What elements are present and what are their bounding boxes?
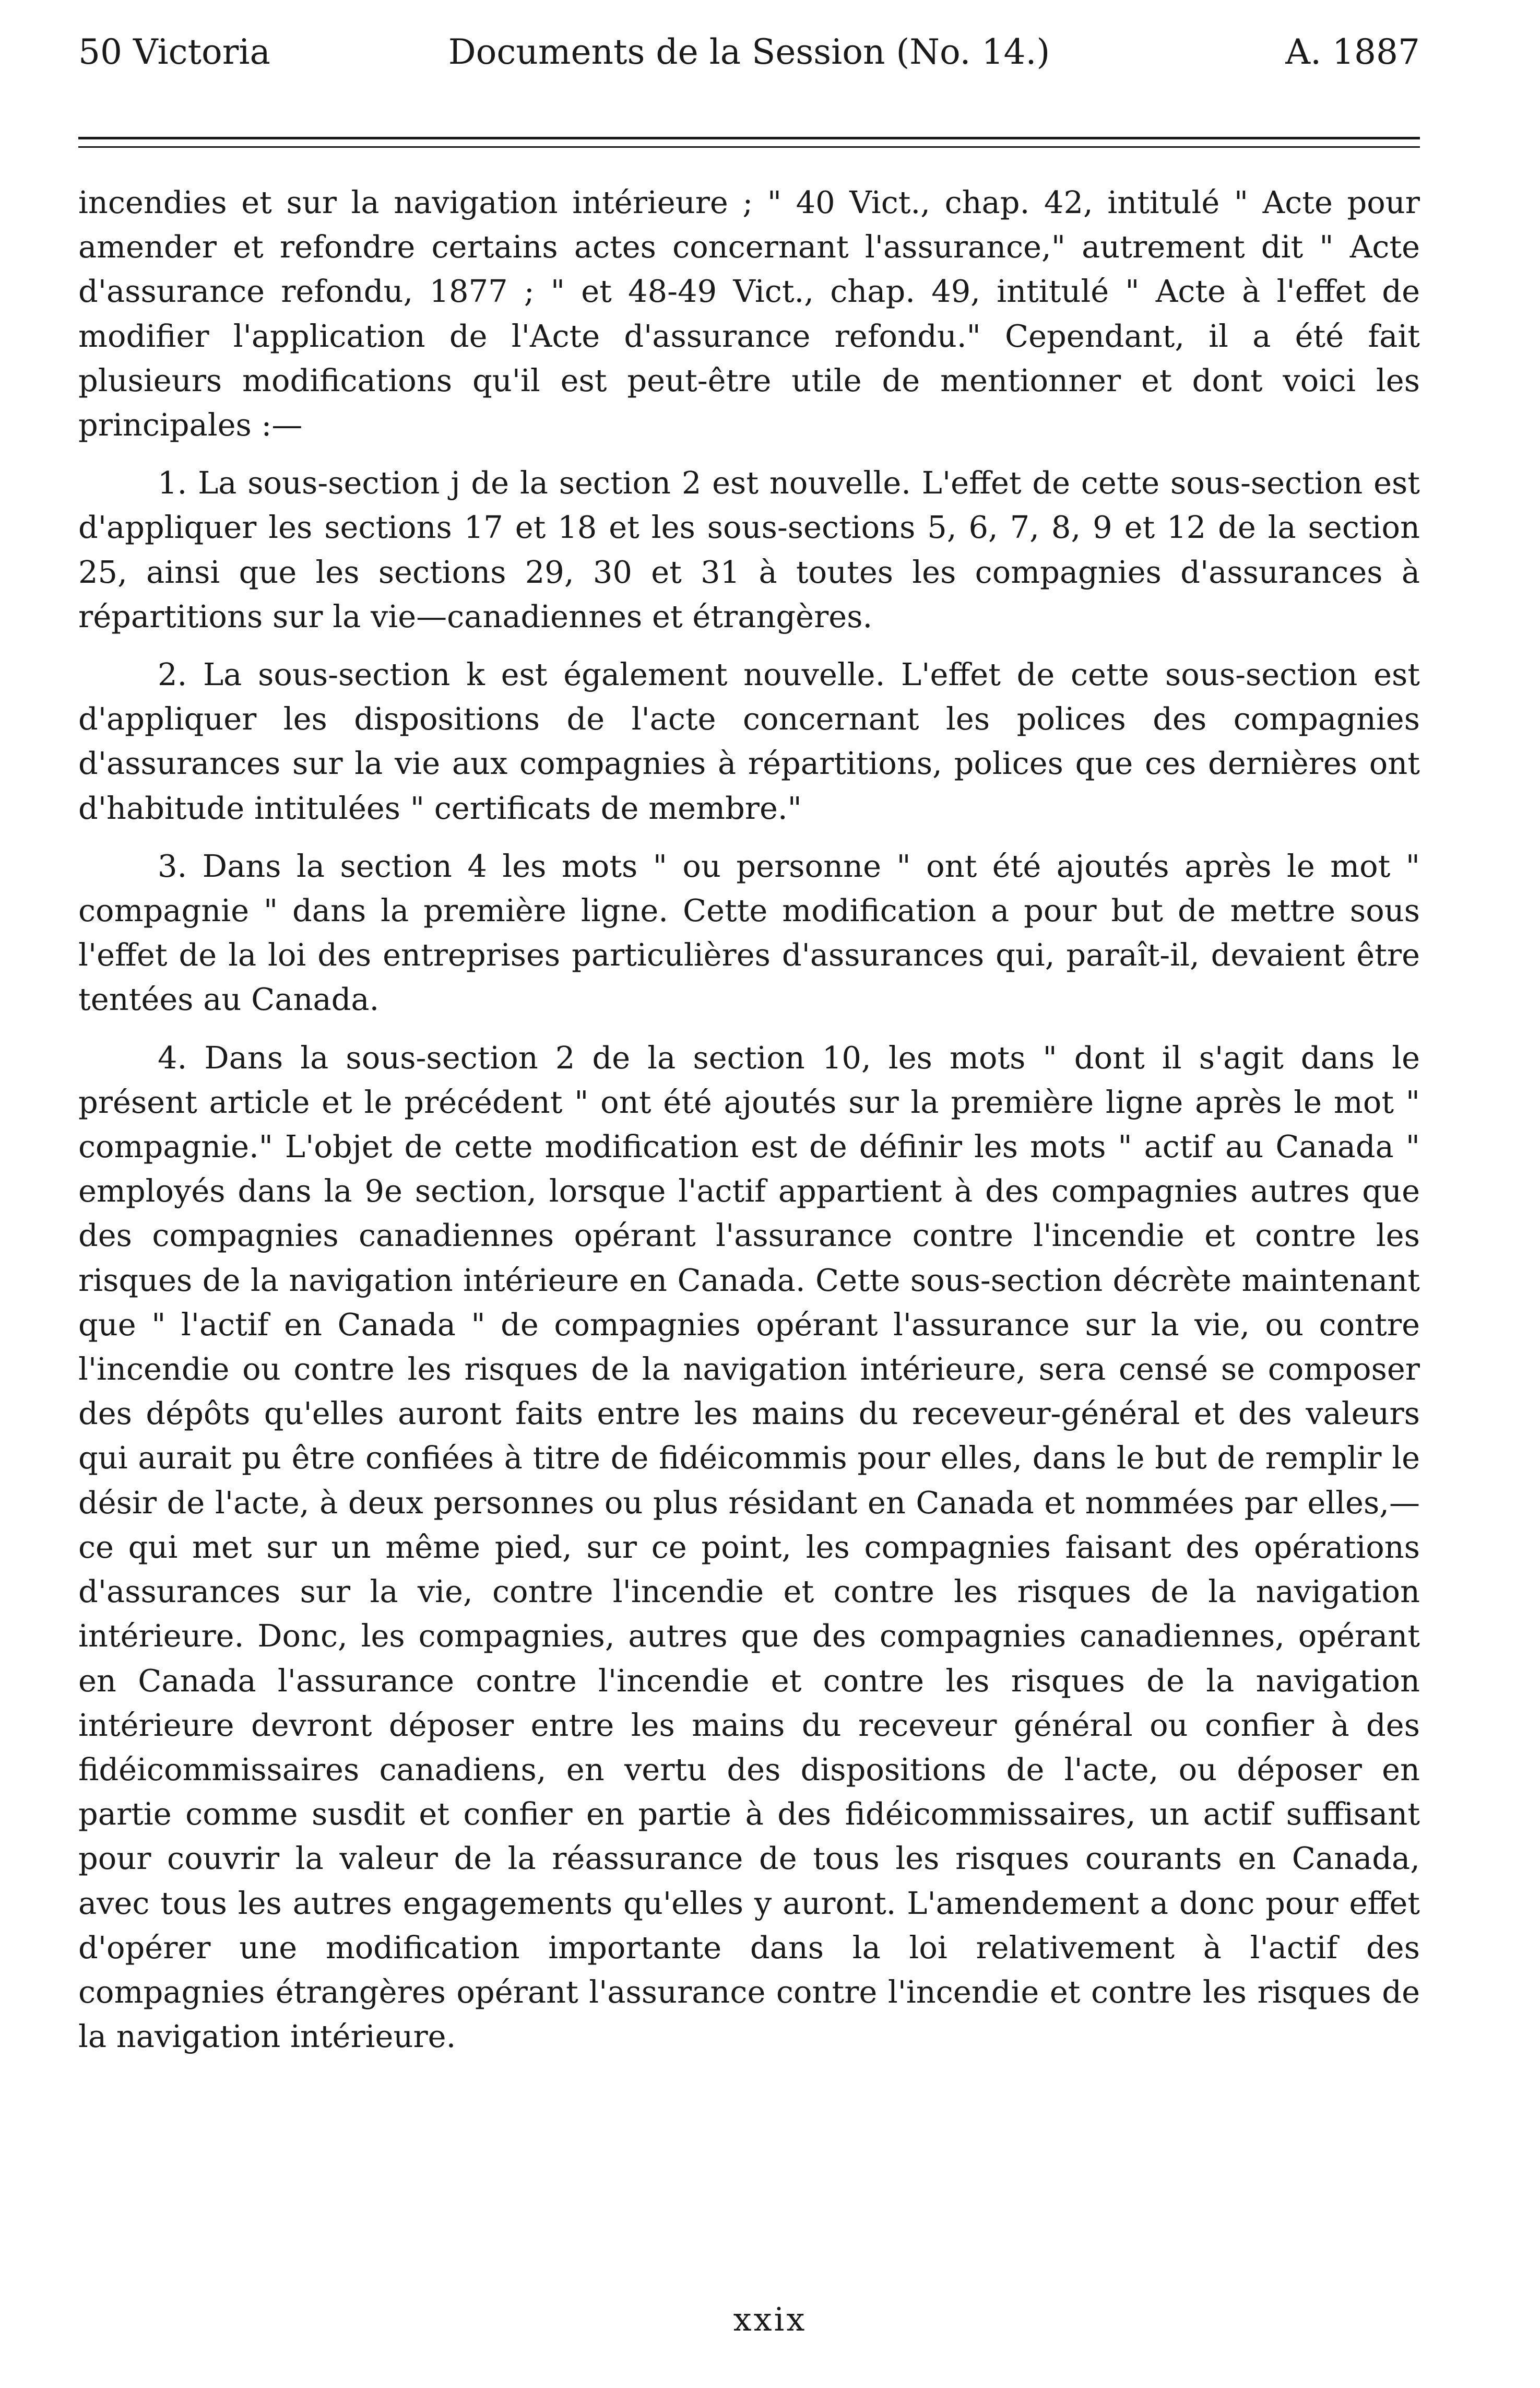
- paragraph-4: 4. Dans la sous-section 2 de la section 10, les mots " dont il s'agit dans le présent article et le précédent " ont été ajoutés sur la première ligne après le mot " compagnie." L'objet de cette modification est de définir les mots " actif au Canada " employés dans la 9e section, lorsque l'actif appartient à des compagnies autres que des compagnies canadiennes opérant l'assurance contre l'incendie et contre les risques de la navigation intérieure en Canada. Cette sous-section décrète maintenant que " l'actif en Canada " de compagnies opérant l'assurance sur la vie, ou contre l'incendie ou contre les risques de la navigation intérieure, sera censé se composer des dépôts qu'elles auront faits entre les mains du receveur-général et des valeurs qui aurait pu être confiées à titre de fidéicommis pour elles, dans le but de remplir le désir de l'acte, à deux personnes ou plus résidant en Canada et nommées par elles,—ce qui met sur un même pied, sur ce point, les compagnies faisant des opérations d'assurances sur la vie, contre l'incendie et contre les risques de la navigation intérieure. Donc, les compagnies, autres que des compagnies canadiennes, opérant en Canada l'assurance contre l'incendie et contre les risques de la navigation intérieure devront déposer entre les mains du receveur général ou confier à des fidéicommissaires canadiens, en vertu des dispositions de l'acte, ou déposer en partie comme susdit et confier en partie à des fidéicommissaires, un actif suffisant pour couvrir la valeur de la réassurance de tous les risques courants en Canada, avec tous les autres engagements qu'elles y auront. L'amendement a donc pour effet d'opérer une modification importante dans la loi relativement à l'actif des compagnies étrangères opérant l'assurance contre l'incendie et contre les risques de la navigation intérieure.: [78, 1039, 1420, 2055]
- header-session-year: 50 Victoria: [78, 32, 270, 72]
- header-rule-top: [78, 137, 1420, 139]
- paragraph-3: 3. Dans la section 4 les mots " ou personne " ont été ajoutés après le mot " compagnie " dans la première ligne. Cette modification a pour but de mettre sous l'effet de la loi des entreprises particulières d'assurances qui, paraît-il, devaient être tentées au Canada.: [78, 848, 1420, 1018]
- paragraph-2: 2. La sous-section k est également nouvelle. L'effet de cette sous-section est d'appliquer les dispositions de l'acte concernant les polices des compagnies d'assurances sur la vie aux compagnies à répartitions, polices que ces dernières ont d'habitude intitulées " certificats de membre.": [78, 656, 1420, 826]
- paragraph-1: 1. La sous-section j de la section 2 est nouvelle. L'effet de cette sous-section est d'appliquer les sections 17 et 18 et les sous-sections 5, 6, 7, 8, 9 et 12 de la section 25, ainsi que les sections 29, 30 et 31 à toutes les compagnies d'assurances à répartitions sur la vie—canadiennes et étrangères.: [78, 465, 1420, 634]
- header-year-mark: A. 1887: [1285, 32, 1420, 72]
- header-rule-bottom: [78, 146, 1420, 148]
- page-header: [78, 26, 1420, 78]
- page-body: [78, 180, 1420, 2058]
- header-document-title: Documents de la Session (No. 14.): [448, 32, 1050, 72]
- page-number: xxix: [733, 2300, 807, 2338]
- paragraph-continuation: incendies et sur la navigation intérieure ; " 40 Vict., chap. 42, intitulé " Acte pour amender et refondre certains actes concernant l'assurance," autrement dit " Acte d'assurance refondu, 1877 ; " et 48-49 Vict., chap. 49, intitulé " Acte à l'effet de modifier l'application de l'Acte d'assurance refondu." Cependant, il a été fait plusieurs modifications qu'il est peut-être utile de mentionner et dont voici les principales :—: [78, 184, 1420, 443]
